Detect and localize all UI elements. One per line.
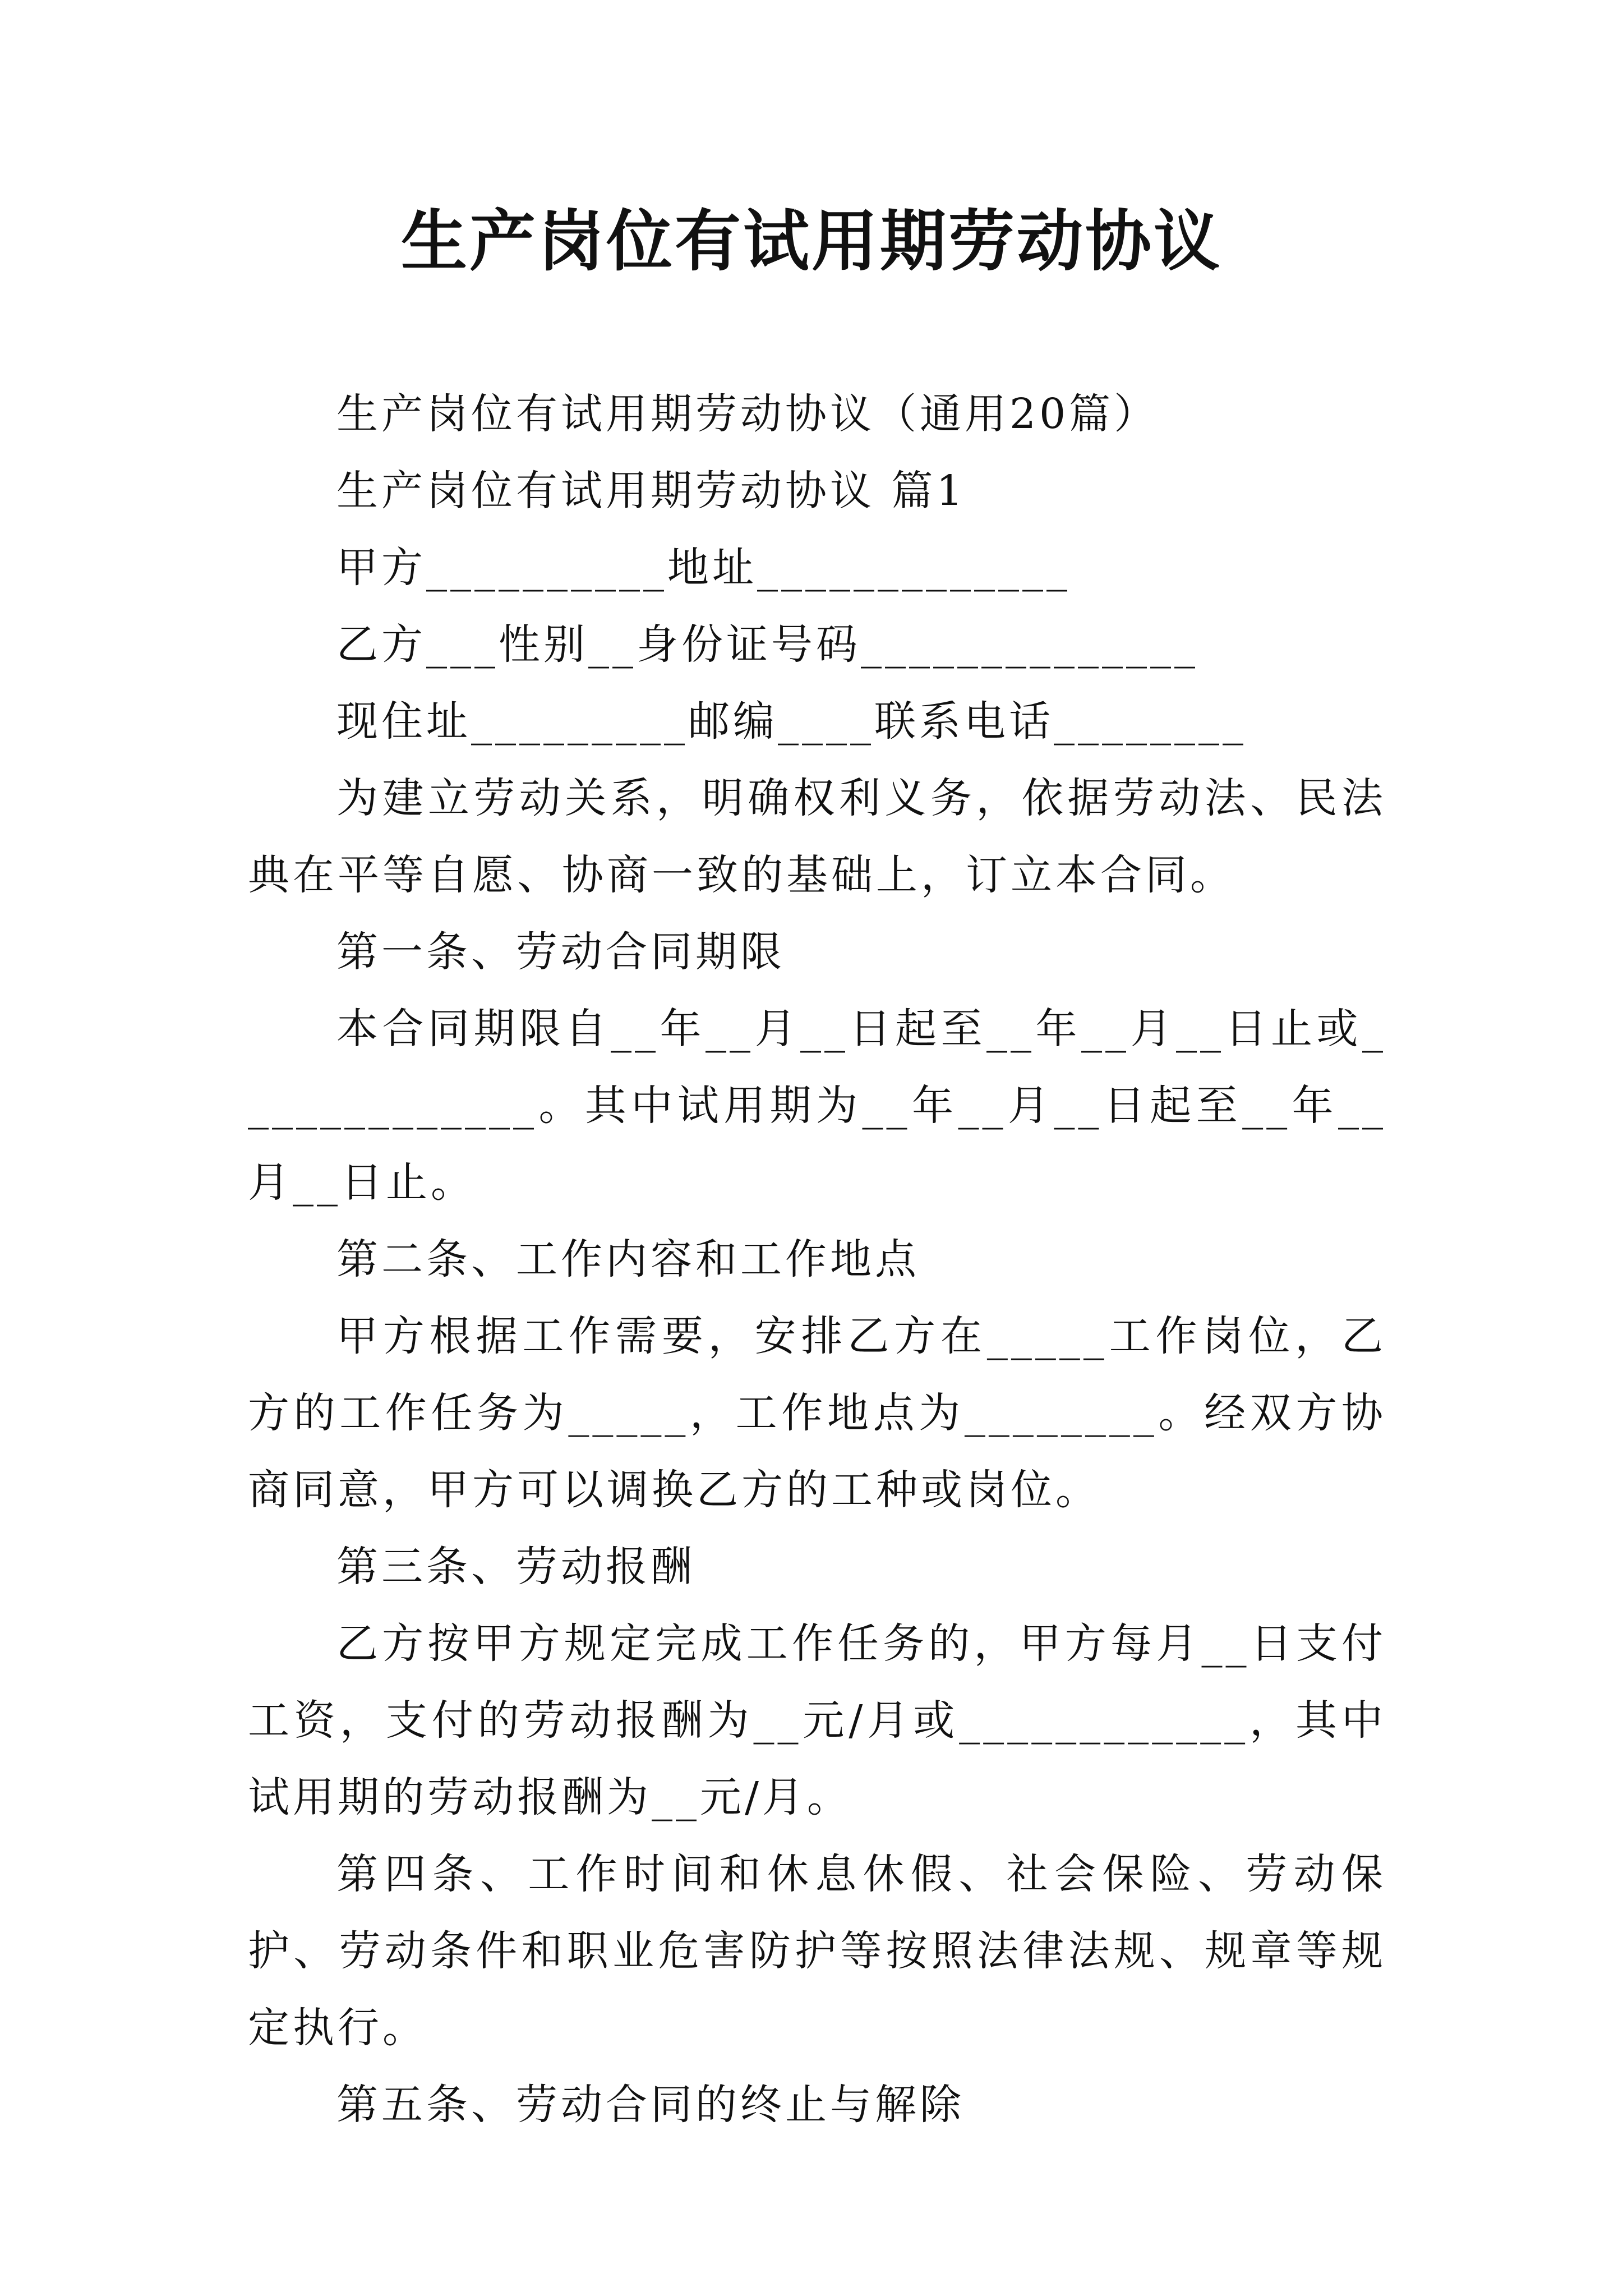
article-1-paragraph: 本合同期限自__年__月__日起至__年__月__日止或_____________。其中试用期为__年__月__日起至__年__月__日止。 (248, 1005, 1386, 1207)
article-3-heading: 第三条、劳动报酬 (336, 1543, 695, 1591)
document-title: 生产岗位有试用期劳动协议 (400, 202, 1222, 280)
address-line: 现住址_________邮编____联系电话________ (336, 697, 1247, 746)
article-5-heading: 第五条、劳动合同的终止与解除 (336, 2081, 965, 2129)
article-1-heading: 第一条、劳动合同期限 (336, 928, 785, 976)
document-body (248, 376, 1386, 2143)
article-2-paragraph: 甲方根据工作需要，安排乙方在_____工作岗位，乙方的工作任务为_____，工作地点为________。经双方协商同意，甲方可以调换乙方的工种或岗位。 (248, 1312, 1386, 1514)
article-4-paragraph: 第四条、工作时间和休息休假、社会保险、劳动保护、劳动条件和职业危害防护等按照法律法规、规章等规定执行。 (248, 1850, 1386, 2052)
subtitle-line: 生产岗位有试用期劳动协议（通用20篇） (336, 390, 1159, 438)
section-heading: 生产岗位有试用期劳动协议 篇1 (336, 467, 966, 515)
party-a-line: 甲方__________地址_____________ (336, 544, 1071, 592)
article-3-paragraph: 乙方按甲方规定完成工作任务的，甲方每月__日支付工资，支付的劳动报酬为__元/月或____________，其中试用期的劳动报酬为__元/月。 (248, 1619, 1386, 1821)
preamble-paragraph: 为建立劳动关系，明确权利义务，依据劳动法、民法典在平等自愿、协商一致的基础上，订立本合同。 (248, 774, 1386, 899)
party-b-line: 乙方___性别__身份证号码______________ (336, 620, 1198, 669)
article-2-heading: 第二条、工作内容和工作地点 (336, 1235, 920, 1283)
